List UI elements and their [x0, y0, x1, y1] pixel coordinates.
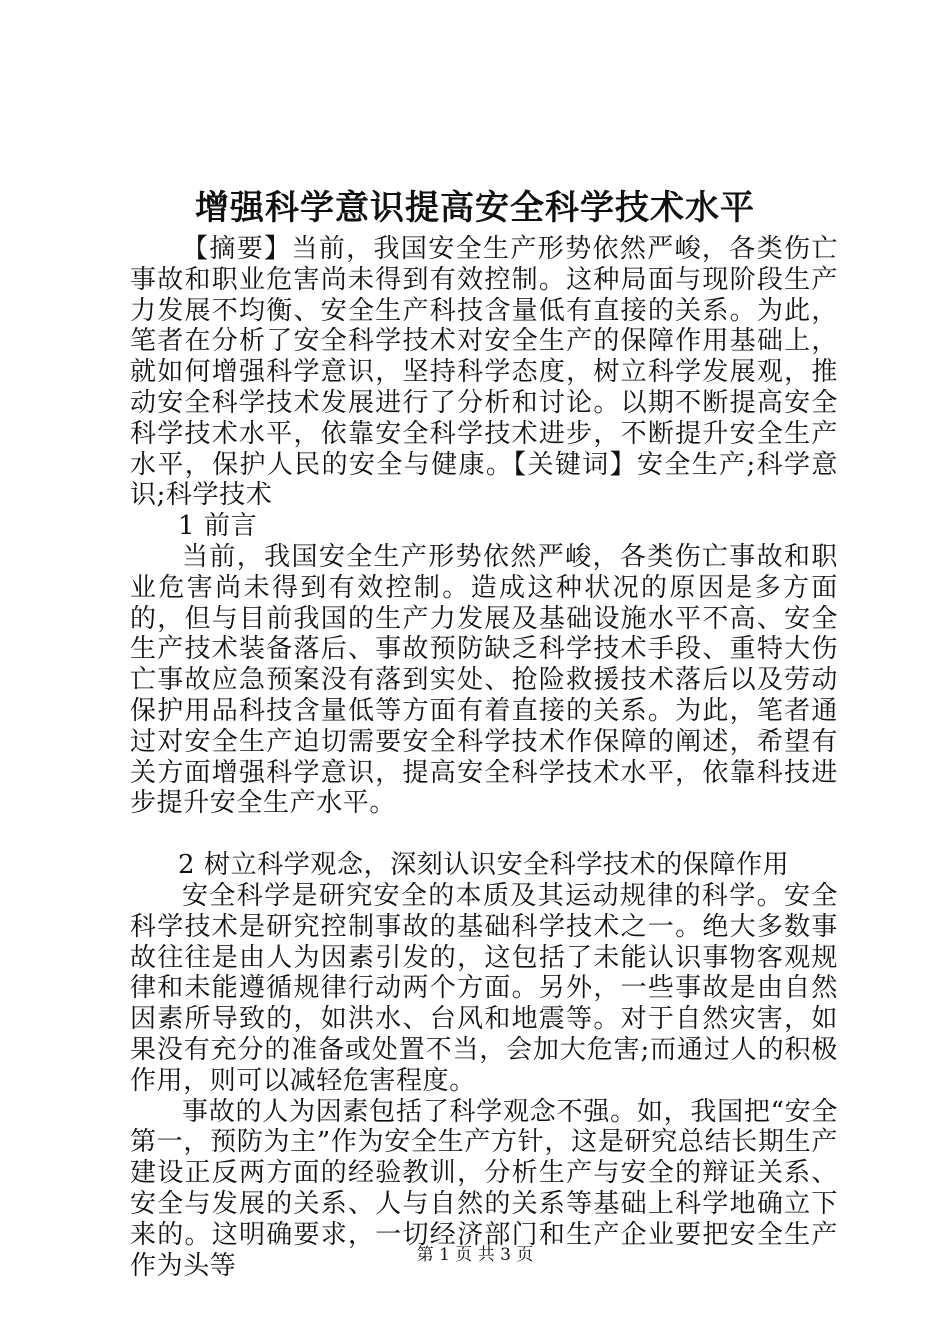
- page-footer: 第 1 页 共 3 页: [416, 1245, 534, 1265]
- document-body: [130, 234, 838, 1281]
- paragraph-gap: [130, 819, 838, 850]
- abstract-paragraph: 【摘要】当前，我国安全生产形势依然严峻，各类伤亡事故和职业危害尚未得到有效控制。这种局面与现阶段生产力发展不均衡、安全生产科技含量低有直接的关系。为此，笔者在分析了安全科学技术对安全生产的保障作用基础上，就如何增强科学意识，坚持科学态度，树立科学发展观，推动安全科学技术发展进行了分析和讨论。以期不断提高安全科学技术水平，依靠安全科学技术进步，不断提升安全生产水平，保护人民的安全与健康。【关键词】安全生产;科学意识;科学技术: [130, 234, 838, 511]
- section-heading-intro: 1 前言: [178, 511, 258, 542]
- document-title: 增强科学意识提高安全科学技术水平: [195, 188, 755, 228]
- section2-paragraph-2: 事故的人为因素包括了科学观念不强。如，我国把“安全第一，预防为主”作为安全生产方针，这是研究总结长期生产建设正反两方面的经验教训，分析生产与安全的辩证关系、安全与发展的关系、人与自然的关系等基础上科学地确立下来的。这明确要求，一切经济部门和生产企业要把安全生产作为头等: [130, 1096, 838, 1281]
- section2-paragraph-1: 安全科学是研究安全的本质及其运动规律的科学。安全科学技术是研究控制事故的基础科学技术之一。绝大多数事故往往是由人为因素引发的，这包括了未能认识事物客观规律和未能遵循规律行动两个方面。另外，一些事故是由自然因素所导致的，如洪水、台风和地震等。对于自然灾害，如果没有充分的准备或处置不当，会加大危害;而通过人的积极作用，则可以减轻危害程度。: [130, 880, 838, 1096]
- section-heading-science-concept: 2 树立科学观念，深刻认识安全科学技术的保障作用: [178, 850, 790, 881]
- intro-paragraph: 当前，我国安全生产形势依然严峻，各类伤亡事故和职业危害尚未得到有效控制。造成这种状况的原因是多方面的，但与目前我国的生产力发展及基础设施水平不高、安全生产技术装备落后、事故预防缺乏科学技术手段、重特大伤亡事故应急预案没有落到实处、抢险救援技术落后以及劳动保护用品科技含量低等方面有着直接的关系。为此，笔者通过对安全生产迫切需要安全科学技术作保障的阐述，希望有关方面增强科学意识，提高安全科学技术水平，依靠科技进步提升安全生产水平。: [130, 541, 838, 819]
